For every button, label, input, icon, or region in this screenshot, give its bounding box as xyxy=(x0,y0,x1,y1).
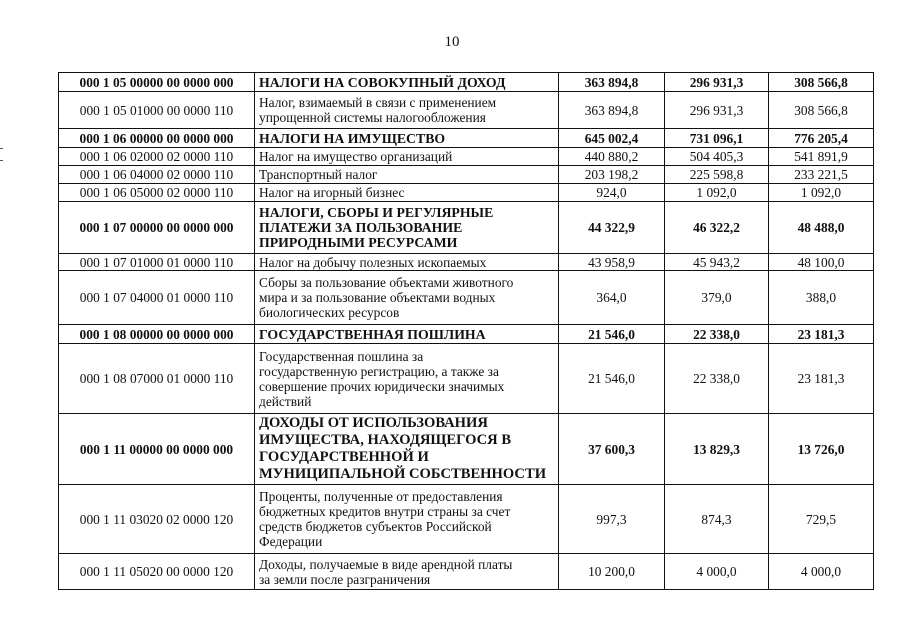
amount-year-2: 22 338,0 xyxy=(665,325,769,344)
table-row xyxy=(59,92,874,129)
amount-year-3: 4 000,0 xyxy=(769,554,874,590)
amount-year-2: 379,0 xyxy=(665,271,769,325)
amount-year-3: 308 566,8 xyxy=(769,92,874,129)
revenue-table xyxy=(58,72,874,590)
revenue-name-line: ДОХОДЫ ОТ ИСПОЛЬЗОВАНИЯ xyxy=(259,415,488,431)
revenue-name-line: мира и за пользование объектами водных xyxy=(259,290,496,305)
revenue-name-line: упрощенной системы налогообложения xyxy=(259,110,486,125)
revenue-name-line: Налог на игорный бизнес xyxy=(259,185,405,200)
revenue-name-line: Проценты, полученные от предоставления xyxy=(259,489,503,504)
budget-classification-code: 000 1 07 04000 01 0000 110 xyxy=(59,271,255,325)
revenue-name-line: за земли после разграничения xyxy=(259,571,431,587)
revenue-name-line: государственную регистрацию, а также за xyxy=(259,363,499,379)
amount-year-1: 43 958,9 xyxy=(559,254,665,271)
page-number: 10 xyxy=(444,34,460,50)
revenue-name-line: бюджетных кредитов внутри страны за счет xyxy=(259,504,511,519)
amount-year-2: 46 322,2 xyxy=(665,202,769,254)
amount-year-1: 924,0 xyxy=(559,184,665,202)
budget-classification-code: 000 1 08 07000 01 0000 110 xyxy=(59,344,255,414)
revenue-name-line: Налог на добычу полезных ископаемых xyxy=(259,254,487,270)
revenue-name-line: Федерации xyxy=(259,534,323,549)
revenue-name-line: Доходы, получаемые в виде арендной платы xyxy=(259,556,513,572)
budget-classification-code: 000 1 11 00000 00 0000 000 xyxy=(59,414,255,485)
revenue-name xyxy=(255,184,559,202)
table-row xyxy=(59,554,874,590)
amount-year-3: 23 181,3 xyxy=(769,325,874,344)
amount-year-2: 13 829,3 xyxy=(665,414,769,485)
amount-year-3: 1 092,0 xyxy=(769,184,874,202)
table-row xyxy=(59,325,874,344)
amount-year-3: 388,0 xyxy=(769,271,874,325)
revenue-name xyxy=(255,202,559,254)
amount-year-1: 203 198,2 xyxy=(559,166,665,184)
table-row xyxy=(59,184,874,202)
table-row xyxy=(59,344,874,414)
budget-classification-code: 000 1 06 04000 02 0000 110 xyxy=(59,166,255,184)
amount-year-2: 504 405,3 xyxy=(665,148,769,166)
table-row xyxy=(59,202,874,254)
revenue-name xyxy=(255,414,559,485)
amount-year-2: 296 931,3 xyxy=(665,73,769,92)
revenue-name xyxy=(255,148,559,166)
budget-classification-code: 000 1 06 00000 00 0000 000 xyxy=(59,129,255,148)
amount-year-2: 874,3 xyxy=(665,485,769,554)
amount-year-2: 225 598,8 xyxy=(665,166,769,184)
revenue-name xyxy=(255,485,559,554)
revenue-name-line: ИМУЩЕСТВА, НАХОДЯЩЕГОСЯ В xyxy=(259,432,512,448)
revenue-name-line: ГОСУДАРСТВЕННОЙ И xyxy=(259,449,429,465)
revenue-name-line: Налог на имущество организаций xyxy=(259,149,453,164)
amount-year-1: 645 002,4 xyxy=(559,129,665,148)
budget-classification-code: 000 1 05 01000 00 0000 110 xyxy=(59,92,255,129)
revenue-name-line: Сборы за пользование объектами животного xyxy=(259,275,514,290)
revenue-name xyxy=(255,73,559,92)
amount-year-3: 541 891,9 xyxy=(769,148,874,166)
revenue-name-line: НАЛОГИ НА ИМУЩЕСТВО xyxy=(259,130,446,146)
revenue-name-line: средств бюджетов субъектов Российской xyxy=(259,519,492,534)
revenue-name-line: НАЛОГИ НА СОВОКУПНЫЙ ДОХОД xyxy=(259,74,506,90)
budget-classification-code: 000 1 06 02000 02 0000 110 xyxy=(59,148,255,166)
budget-classification-code: 000 1 07 01000 01 0000 110 xyxy=(59,254,255,271)
amount-year-1: 997,3 xyxy=(559,485,665,554)
revenue-name-line: ПРИРОДНЫМИ РЕСУРСАМИ xyxy=(259,235,458,250)
revenue-name xyxy=(255,271,559,325)
revenue-name xyxy=(255,325,559,344)
table-row xyxy=(59,485,874,554)
budget-classification-code: 000 1 05 00000 00 0000 000 xyxy=(59,73,255,92)
table-row xyxy=(59,73,874,92)
table-row xyxy=(59,414,874,485)
revenue-name xyxy=(255,344,559,414)
amount-year-1: 363 894,8 xyxy=(559,92,665,129)
revenue-name-line: ГОСУДАРСТВЕННАЯ ПОШЛИНА xyxy=(259,326,486,342)
amount-year-2: 22 338,0 xyxy=(665,344,769,414)
revenue-name-line: действий xyxy=(259,393,312,409)
amount-year-1: 21 546,0 xyxy=(559,325,665,344)
amount-year-3: 729,5 xyxy=(769,485,874,554)
revenue-name xyxy=(255,166,559,184)
amount-year-1: 10 200,0 xyxy=(559,554,665,590)
budget-classification-code: 000 1 11 03020 02 0000 120 xyxy=(59,485,255,554)
budget-classification-code: 000 1 11 05020 00 0000 120 xyxy=(59,554,255,590)
revenue-name-line: МУНИЦИПАЛЬНОЙ СОБСТВЕННОСТИ xyxy=(259,466,547,482)
amount-year-3: 308 566,8 xyxy=(769,73,874,92)
revenue-name xyxy=(255,129,559,148)
amount-year-1: 440 880,2 xyxy=(559,148,665,166)
amount-year-2: 731 096,1 xyxy=(665,129,769,148)
scan-artifact xyxy=(0,148,3,149)
revenue-name-line: совершение прочих юридически значимых xyxy=(259,378,505,394)
amount-year-1: 44 322,9 xyxy=(559,202,665,254)
amount-year-2: 1 092,0 xyxy=(665,184,769,202)
amount-year-3: 776 205,4 xyxy=(769,129,874,148)
amount-year-2: 45 943,2 xyxy=(665,254,769,271)
amount-year-1: 364,0 xyxy=(559,271,665,325)
revenue-name-line: НАЛОГИ, СБОРЫ И РЕГУЛЯРНЫЕ xyxy=(259,205,494,220)
amount-year-3: 13 726,0 xyxy=(769,414,874,485)
budget-classification-code: 000 1 06 05000 02 0000 110 xyxy=(59,184,255,202)
amount-year-3: 48 100,0 xyxy=(769,254,874,271)
amount-year-1: 21 546,0 xyxy=(559,344,665,414)
amount-year-3: 23 181,3 xyxy=(769,344,874,414)
revenue-name-line: Транспортный налог xyxy=(259,167,378,182)
revenue-name xyxy=(255,254,559,271)
revenue-name-line: Государственная пошлина за xyxy=(259,348,424,364)
revenue-name xyxy=(255,92,559,129)
table-row xyxy=(59,271,874,325)
table-body xyxy=(59,73,874,590)
budget-classification-code: 000 1 08 00000 00 0000 000 xyxy=(59,325,255,344)
table-row xyxy=(59,148,874,166)
amount-year-1: 37 600,3 xyxy=(559,414,665,485)
revenue-name xyxy=(255,554,559,590)
amount-year-2: 4 000,0 xyxy=(665,554,769,590)
scan-artifact xyxy=(0,160,3,161)
table-row xyxy=(59,166,874,184)
table-row xyxy=(59,129,874,148)
table-row xyxy=(59,254,874,271)
amount-year-2: 296 931,3 xyxy=(665,92,769,129)
amount-year-3: 233 221,5 xyxy=(769,166,874,184)
revenue-name-line: ПЛАТЕЖИ ЗА ПОЛЬЗОВАНИЕ xyxy=(259,220,463,235)
revenue-name-line: Налог, взимаемый в связи с применением xyxy=(259,95,497,110)
amount-year-1: 363 894,8 xyxy=(559,73,665,92)
revenue-name-line: биологических ресурсов xyxy=(259,305,400,320)
budget-classification-code: 000 1 07 00000 00 0000 000 xyxy=(59,202,255,254)
amount-year-3: 48 488,0 xyxy=(769,202,874,254)
